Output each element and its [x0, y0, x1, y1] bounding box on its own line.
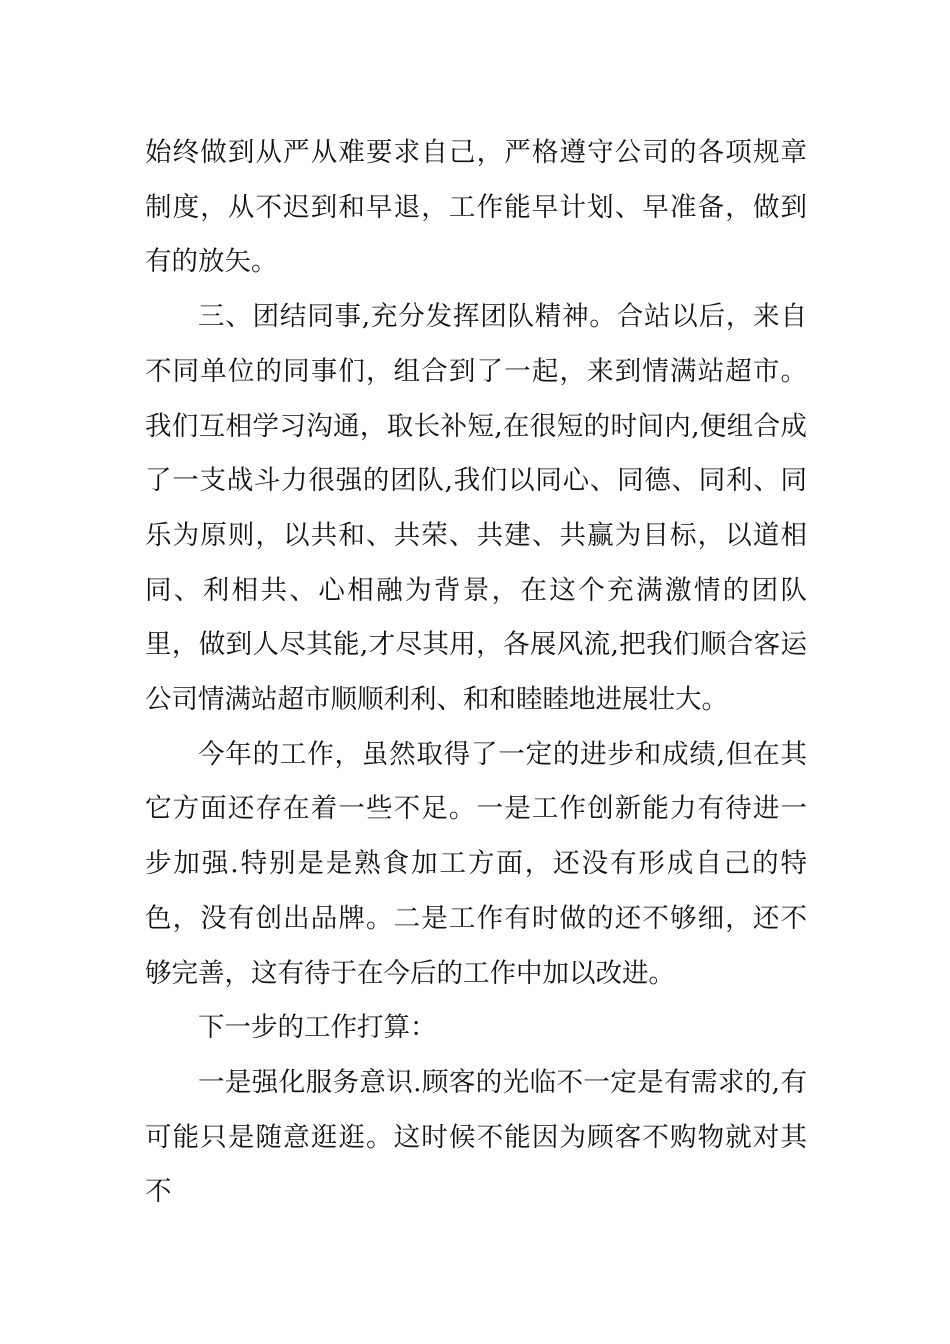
paragraph-shortcomings: 今年的工作，虽然取得了一定的进步和成绩,但在其它方面还存在着一些不足。一是工作创新能力有待进一步加强.特别是是熟食加工方面，还没有形成自己的特色，没有创出品牌。二是工作有时做的还不够细，还不够完善，这有待于在今后的工作中加以改进。	[145, 738, 807, 989]
paragraph-service-awareness: 一是强化服务意识.顾客的光临不一定是有需求的,有可能只是随意逛逛。这时候不能因为顾客不购物就对其不	[145, 1066, 807, 1208]
paragraph-continued-discipline: 始终做到从严从难要求自己，严格遵守公司的各项规章制度，从不迟到和早退，工作能早计划、早准备，做到有的放矢。	[145, 137, 807, 278]
paragraph-team-spirit: 三、团结同事,充分发挥团队精神。合站以后，来自不同单位的同事们，组合到了一起，来到情满站超市。我们互相学习沟通，取长补短,在很短的时间内,便组合成了一支战斗力很强的团队,我们以同心、同德、同利、同乐为原则，以共和、共荣、共建、共赢为目标，以道相同、利相共、心相融为背景，在这个充满激情的团队里，做到人尽其能,才尽其用，各展风流,把我们顺合客运公司情满站超市顺顺利利、和和睦睦地进展壮大。	[145, 301, 807, 716]
paragraph-next-steps-heading: 下一步的工作打算：	[198, 1012, 437, 1044]
document-body	[145, 126, 807, 1220]
